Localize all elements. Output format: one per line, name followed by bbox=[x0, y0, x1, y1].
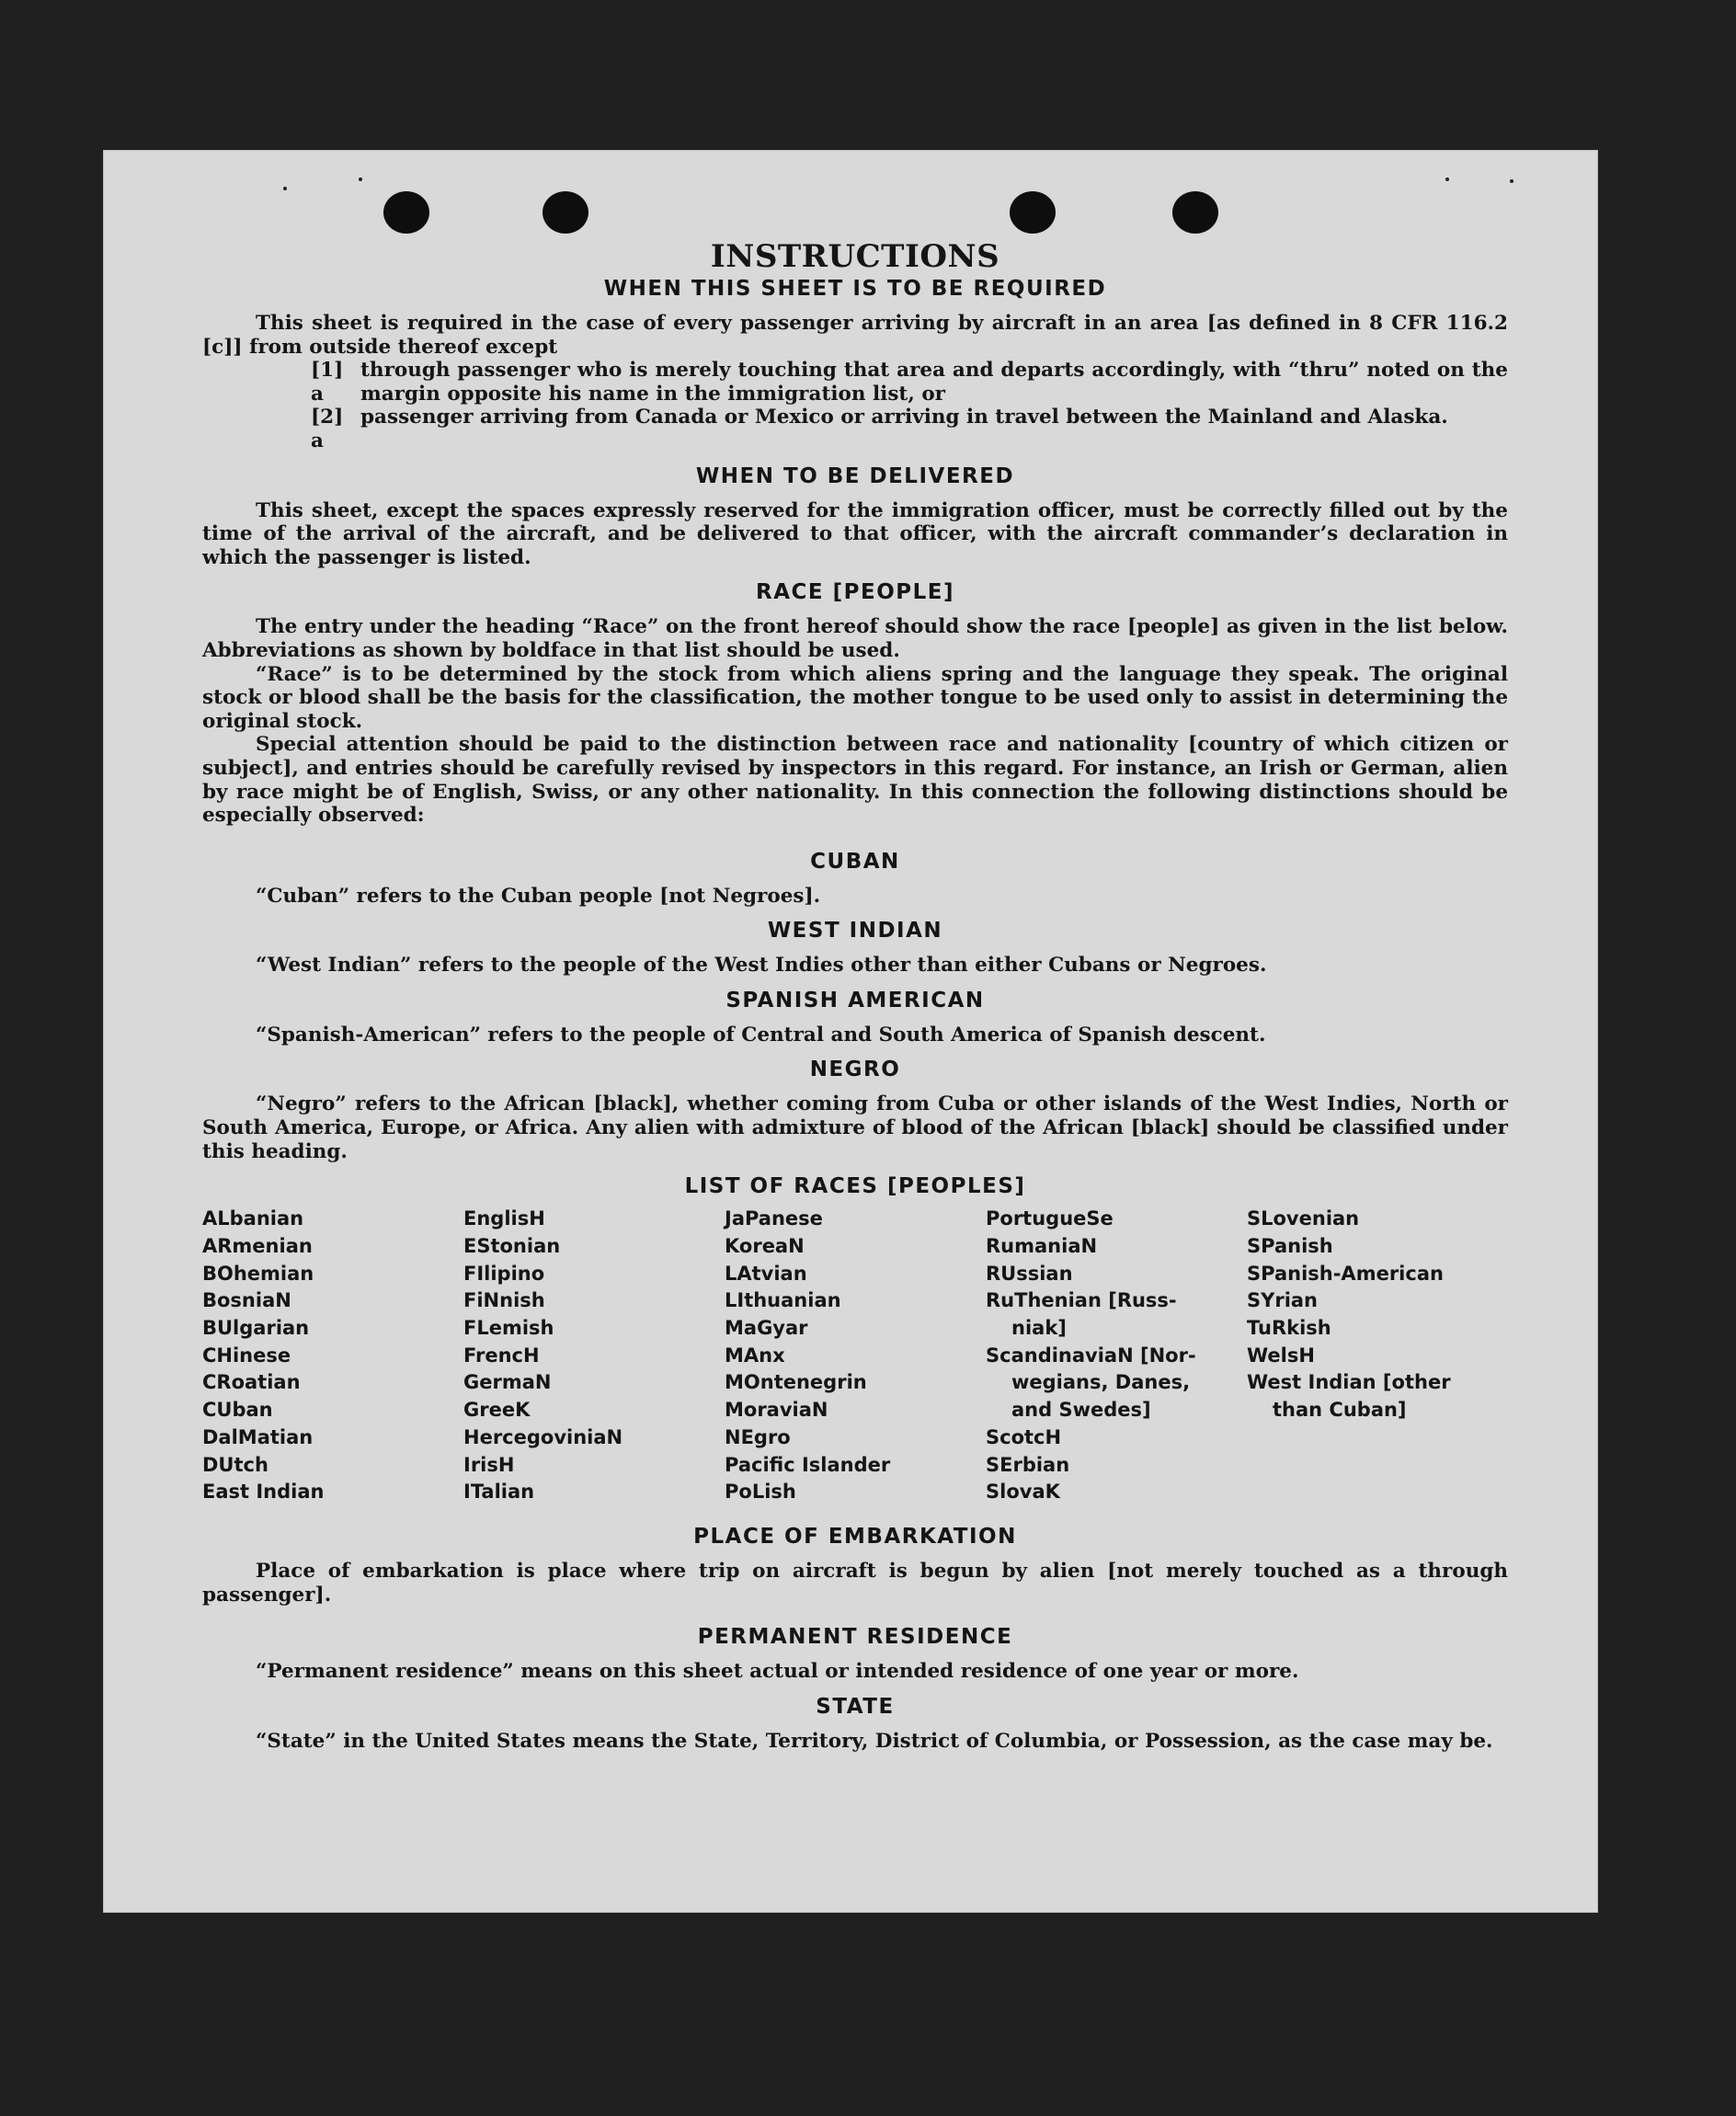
speck-mark bbox=[283, 187, 287, 190]
race-item: SPanish-American bbox=[1247, 1262, 1444, 1285]
race-item: East Indian bbox=[202, 1481, 325, 1504]
race-item: PoLish bbox=[725, 1481, 796, 1504]
race-item-continued: niak] bbox=[1011, 1317, 1067, 1340]
embarkation-text: Place of embarkation is place where trip on aircraft is begun by alien [not merely touched as a through passenger]. bbox=[202, 1559, 1508, 1607]
race-item-continued: than Cuban] bbox=[1273, 1399, 1407, 1422]
heading-race: RACE [PEOPLE] bbox=[756, 580, 954, 605]
heading-west-indian: WEST INDIAN bbox=[767, 919, 943, 944]
race-item: FIlipino bbox=[463, 1262, 545, 1285]
item-number: [1] a bbox=[311, 359, 344, 406]
race-item: PortugueSe bbox=[986, 1207, 1114, 1230]
race-item: GermaN bbox=[463, 1371, 552, 1394]
item-text: passenger arriving from Canada or Mexico or arriving in travel between the Mainland and Alaska. bbox=[360, 406, 1448, 429]
race-item: ITalian bbox=[463, 1481, 535, 1504]
race-item: EStonian bbox=[463, 1234, 561, 1257]
heading-negro: NEGRO bbox=[809, 1058, 901, 1082]
instructions-body bbox=[202, 238, 1508, 1753]
race-item: IrisH bbox=[463, 1453, 515, 1476]
race-item: DUtch bbox=[202, 1453, 268, 1476]
race-item: West Indian [other bbox=[1247, 1371, 1451, 1394]
race-item: FrencH bbox=[463, 1344, 540, 1367]
race-item: CUban bbox=[202, 1399, 273, 1422]
race-item: MOntenegrin bbox=[725, 1371, 867, 1394]
required-text: This sheet is required in the case of every passenger arriving by aircraft in an area [as defined in 8 CFR 116.2 [c]] from outside thereof except bbox=[202, 312, 1508, 359]
race-item: MAnx bbox=[725, 1344, 785, 1367]
race-item: DalMatian bbox=[202, 1425, 314, 1448]
race-item: ScotcH bbox=[986, 1425, 1062, 1448]
race-item: SLovenian bbox=[1247, 1207, 1360, 1230]
race-item: JaPanese bbox=[725, 1207, 823, 1230]
race-item: LIthuanian bbox=[725, 1289, 841, 1312]
race-item: RumaniaN bbox=[986, 1234, 1098, 1257]
heading-permanent-residence: PERMANENT RESIDENCE bbox=[697, 1625, 1013, 1650]
race-item: EnglisH bbox=[463, 1207, 545, 1230]
race-column bbox=[463, 1206, 725, 1506]
race-item: SlovaK bbox=[986, 1481, 1060, 1504]
race-column bbox=[986, 1206, 1247, 1506]
race-item-continued: wegians, Danes, bbox=[1011, 1371, 1191, 1394]
race-item: ARmenian bbox=[202, 1234, 313, 1257]
document-page bbox=[103, 150, 1598, 1913]
heading-embarkation: PLACE OF EMBARKATION bbox=[693, 1524, 1017, 1549]
race-item: FiNnish bbox=[463, 1289, 545, 1312]
race-item: MoraviaN bbox=[725, 1399, 828, 1422]
state-text: “State” in the United States means the State, Territory, District of Columbia, or Possession, as the case may be. bbox=[256, 1729, 1493, 1753]
race-item: BOhemian bbox=[202, 1262, 314, 1285]
speck-mark bbox=[1510, 179, 1513, 183]
race-column bbox=[725, 1206, 986, 1506]
race-item: ScandinaviaN [Nor- bbox=[986, 1344, 1196, 1367]
race-item: CHinese bbox=[202, 1344, 291, 1367]
negro-text: “Negro” refers to the African [black], whether coming from Cuba or other islands of the West Indies, North or South America, Europe, or Africa. Any alien with admixture of blood of the African [black] should be classified under this heading. bbox=[202, 1092, 1508, 1163]
race-item: SErbian bbox=[986, 1453, 1070, 1476]
race-item: NEgro bbox=[725, 1425, 791, 1448]
race-column bbox=[1247, 1206, 1508, 1506]
race-item: SPanish bbox=[1247, 1234, 1333, 1257]
race-item: FLemish bbox=[463, 1317, 554, 1340]
speck-mark bbox=[359, 177, 362, 181]
punch-hole bbox=[542, 191, 588, 234]
speck-mark bbox=[1445, 177, 1449, 181]
race-item: SYrian bbox=[1247, 1289, 1319, 1312]
race-item: HercegoviniaN bbox=[463, 1425, 623, 1448]
race-item: ALbanian bbox=[202, 1207, 304, 1230]
race-item: WelsH bbox=[1247, 1344, 1315, 1367]
heading-list-of-races: LIST OF RACES [PEOPLES] bbox=[684, 1174, 1026, 1199]
heading-cuban: CUBAN bbox=[810, 849, 900, 874]
race-item: KoreaN bbox=[725, 1234, 805, 1257]
spanish-american-text: “Spanish-American” refers to the people of Central and South America of Spanish descent. bbox=[256, 1023, 1266, 1047]
race-item: GreeK bbox=[463, 1399, 531, 1422]
delivered-text: This sheet, except the spaces expressly reserved for the immigration officer, must be correctly filled out by the time of the arrival of the aircraft, and be delivered to that officer, with the aircraft commander’s declaration in which the passenger is listed. bbox=[202, 498, 1508, 569]
punch-hole bbox=[1172, 191, 1218, 234]
race-item: TuRkish bbox=[1247, 1317, 1331, 1340]
race-paragraph: The entry under the heading “Race” on the front hereof should show the race [people] as given in the list below. Abbreviations as shown by boldface in that list should be used. bbox=[202, 615, 1508, 662]
punch-hole bbox=[1010, 191, 1056, 234]
heading-state: STATE bbox=[816, 1694, 895, 1719]
race-item: CRoatian bbox=[202, 1371, 301, 1394]
race-item: RUssian bbox=[986, 1262, 1073, 1285]
heading-required: WHEN THIS SHEET IS TO BE REQUIRED bbox=[603, 277, 1107, 301]
race-list bbox=[202, 1206, 1508, 1506]
west-indian-text: “West Indian” refers to the people of the West Indies other than either Cubans or Negroes. bbox=[256, 954, 1267, 978]
heading-spanish-american: SPANISH AMERICAN bbox=[725, 988, 985, 1012]
race-item: RuThenian [Russ- bbox=[986, 1289, 1177, 1312]
race-item-continued: and Swedes] bbox=[1011, 1399, 1151, 1422]
race-item: Pacific Islander bbox=[725, 1453, 891, 1476]
heading-delivered: WHEN TO BE DELIVERED bbox=[695, 463, 1015, 488]
race-paragraph: Special attention should be paid to the distinction between race and nationality [country of which citizen or subject], and entries should be carefully revised by inspectors in this regard. For instance, an Irish or German, alien by race might be of English, Swiss, or any other nationality. In this connection the following distinctions should be especially observed: bbox=[202, 733, 1508, 828]
item-number: [2] a bbox=[311, 406, 344, 452]
item-text: through passenger who is merely touching that area and departs accordingly, with “thru” noted on the margin opposite his name in the immigration list, or bbox=[360, 359, 1508, 406]
race-item: BUlgarian bbox=[202, 1317, 310, 1340]
page-title: INSTRUCTIONS bbox=[710, 238, 1000, 275]
race-item: MaGyar bbox=[725, 1317, 808, 1340]
residence-text: “Permanent residence” means on this sheet actual or intended residence of one year or more. bbox=[256, 1660, 1299, 1684]
race-paragraph: “Race” is to be determined by the stock from which aliens spring and the language they speak. The original stock or blood shall be the basis for the classification, the mother tongue to be used only to assist in determining the original stock. bbox=[202, 662, 1508, 733]
exception-item bbox=[311, 406, 1508, 452]
race-item: LAtvian bbox=[725, 1262, 807, 1285]
cuban-text: “Cuban” refers to the Cuban people [not Negroes]. bbox=[256, 884, 821, 908]
race-column bbox=[202, 1206, 463, 1506]
punch-hole bbox=[383, 191, 429, 234]
race-item: BosniaN bbox=[202, 1289, 291, 1312]
exception-item bbox=[311, 359, 1508, 406]
